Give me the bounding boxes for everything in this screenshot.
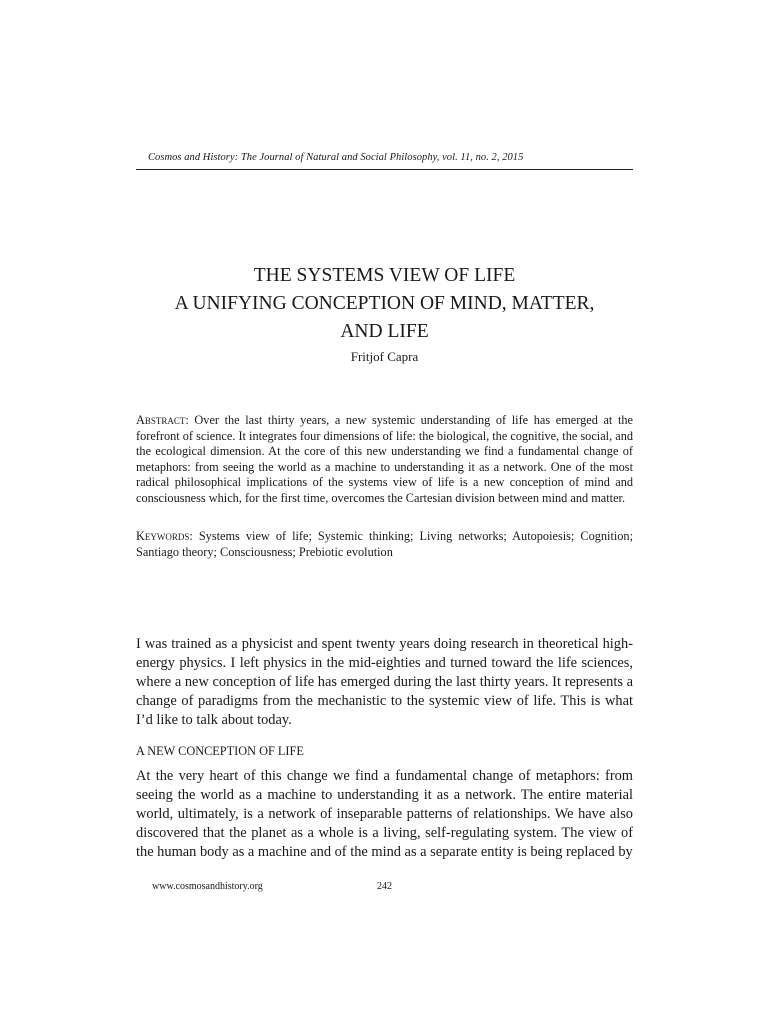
- header-rule: [136, 169, 633, 170]
- body-paragraph: I was trained as a physicist and spent twenty years doing research in theoretical high-energy physics. I left physics in the mid-eighties and turned toward the life sciences, where a new conception of life has emerged during the last thirty years. It represents a change of paradigms from the mechanistic to the systemic view of life. This is what I’d like to talk about today.: [136, 636, 633, 728]
- footer-website: www.cosmosandhistory.org: [152, 881, 263, 892]
- title-line-3: AND LIFE: [340, 321, 429, 342]
- keywords: Keywords: Systems view of life; Systemic thinking; Living networks; Autopoiesis; Cognition; Santiago theory; Consciousness; Prebiotic evolution: [136, 529, 633, 559]
- section-heading: A NEW CONCEPTION OF LIFE: [136, 744, 304, 758]
- body-paragraph: At the very heart of this change we find a fundamental change of metaphors: from seeing the world as a machine to understanding it as a network. The entire material world, ultimately, is a network of inseparable patterns of relationships. We have also discovered that the planet as a whole is a living, self-regulating system. The view of the human body as a machine and of the mind as a separate entity is being replaced by: [136, 768, 633, 860]
- abstract-text: Over the last thirty years, a new systemic understanding of life has emerged at the forefront of science. It integrates four dimensions of life: the biological, the cognitive, the social, and the ecological dimension. At the core of this new understanding we find a fundamental change of metaphors: from seeing the world as a machine to understanding it as a network. One of the most radical philosophical implications of the systems view of life is a new conception of mind and consciousness which, for the first time, overcomes the Cartesian division between mind and matter.: [136, 413, 633, 505]
- keywords-text: Systems view of life; Systemic thinking; Living networks; Autopoiesis; Cognition; Santiago theory; Consciousness; Prebiotic evolution: [136, 529, 633, 559]
- keywords-label: Keywords: [136, 529, 190, 543]
- abstract-label: Abstract: [136, 413, 186, 427]
- title-block: [136, 262, 633, 366]
- author-name: Fritjof Capra: [350, 349, 419, 364]
- title-line-1: THE SYSTEMS VIEW OF LIFE: [253, 265, 516, 286]
- page-number: 242: [377, 881, 392, 892]
- title-line-2: A UNIFYING CONCEPTION OF MIND, MATTER,: [174, 293, 595, 314]
- running-head: Cosmos and History: The Journal of Natural and Social Philosophy, vol. 11, no. 2, 2015: [148, 152, 524, 163]
- abstract: Abstract: Over the last thirty years, a new systemic understanding of life has emerged at the forefront of science. It integrates four dimensions of life: the biological, the cognitive, the social, and the ecological dimension. At the core of this new understanding we find a fundamental change of metaphors: from seeing the world as a machine to understanding it as a network. One of the most radical philosophical implications of the systems view of life is a new conception of mind and consciousness which, for the first time, overcomes the Cartesian division between mind and matter.: [136, 413, 633, 505]
